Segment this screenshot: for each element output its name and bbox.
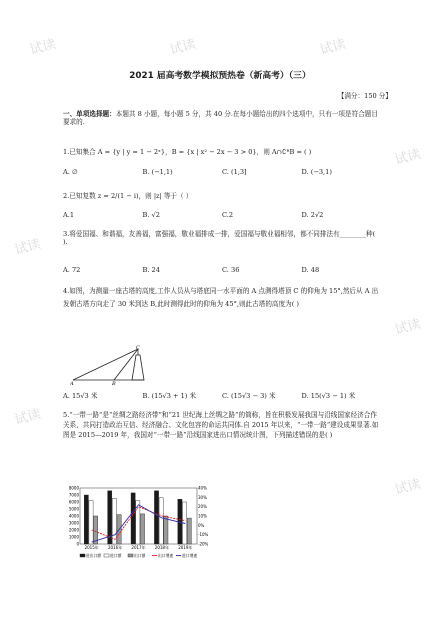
watermark: 试读: [393, 476, 423, 499]
option: D. 15(√3 − 1) 米: [301, 392, 356, 400]
option: C.2: [222, 211, 234, 219]
question-1-stem: 1.已知集合 A = {y | y = 1 − 2ˣ}，B = {x | x² − 2x − 3 > 0}，则 A∩∁ᴿB = ( ): [63, 148, 312, 156]
option: C. (15√3 − 3) 米: [222, 392, 276, 400]
watermark: 试读: [13, 406, 43, 429]
question-2-options: [63, 211, 381, 219]
watermark: 试读: [393, 316, 423, 339]
question-1-options: [63, 168, 381, 176]
watermark: 试读: [393, 146, 423, 169]
x-tick-label: 2016年: [108, 545, 123, 550]
bar: [84, 495, 88, 544]
y2-tick-label: 40%: [198, 485, 207, 491]
legend-swatch: [104, 554, 109, 557]
y-tick-label: 7000: [68, 492, 79, 498]
option: C. (1,3]: [222, 168, 247, 176]
y-tick-label: 3000: [68, 520, 79, 526]
bar: [159, 498, 163, 544]
x-tick-label: 2017年: [131, 545, 146, 550]
y-tick-label: 6000: [68, 499, 79, 505]
section-heading-label: 一、单项选择题：: [63, 110, 116, 118]
label-b: B: [112, 381, 116, 385]
option: B. √2: [142, 211, 160, 219]
page-title: 2021 届高考数学模拟预热卷（新高考）（三）: [129, 71, 311, 81]
label-a: A: [70, 381, 74, 385]
legend-label: 进口额: [110, 553, 122, 558]
question-4-stem: 4.如图，为测量一座古塔的高度,工作人员从与塔底同一水平面的 A 点测得塔顶 C 的仰角为 15°,然后从 A 出发朝古塔方向走了 30 米到达 B,此时测得此时的仰角为 45°,则此古塔的高度为( ): [63, 287, 379, 308]
legend-label: 进口增速: [182, 553, 198, 558]
watermark: 试读: [168, 36, 198, 59]
y2-tick-label: 30%: [198, 494, 207, 500]
y2-tick-label: -10%: [198, 532, 209, 538]
y-tick-label: 0: [76, 541, 79, 547]
bar: [89, 501, 93, 544]
watermark: 试读: [13, 236, 43, 259]
option: A. 15√3 米: [63, 392, 98, 400]
question-4-options: [63, 392, 381, 400]
option: A.1: [63, 211, 75, 219]
question-3-options: [63, 266, 381, 274]
y-tick-label: 8000: [68, 485, 79, 491]
question-3-stem: 3.将爱国福、和谐福，友善福，富强福，敬业福排成一排，爱国福与敬业福相邻，都不同排法有________种( ).: [63, 230, 376, 247]
legend-label: 出口增速: [158, 553, 174, 558]
bar: [131, 493, 135, 544]
y2-tick-label: 0%: [198, 522, 205, 528]
legend-label: 出口额: [134, 553, 146, 558]
y2-tick-label: 10%: [198, 513, 207, 519]
option: A. 72: [63, 266, 81, 274]
bar: [112, 499, 116, 545]
option: B. (15√3 + 1) 米: [142, 392, 197, 400]
y2-tick-label: -20%: [198, 541, 209, 547]
question-2-stem: 2.已知复数 z = 2/(1 − i)，则 |z| 等于（ ）: [63, 192, 193, 200]
x-tick-label: 2019年: [178, 545, 193, 550]
x-tick-label: 2018年: [154, 545, 169, 550]
question-5-stem: 5.“一带一路”是“丝绸之路经济带”和“21 世纪海上丝绸之路”的简称，旨在积极发展我国与沿线国家经济合作关系，共同打造政治互信、经济融合、文化包容的命运共同体.自 2015 年以来，“一带一路”建设成果显著.如图是 2015—2019 年，我国对“一带一路”沿线国家进出口情况统计图，下列描述错误的是( ): [63, 411, 379, 440]
section-heading-text: 本题共 8 小题，每小题 5 分，共 40 分.在每小题给出的四个选项中，只有一项是符合题目要求的.: [63, 110, 378, 127]
tower-shape: [132, 355, 144, 380]
watermark: 试读: [28, 36, 58, 59]
option: D. (−3,1): [301, 168, 332, 176]
x-tick-label: 2015年: [84, 545, 99, 550]
tower-triangle-figure: [70, 345, 156, 385]
legend-swatch: [80, 554, 85, 557]
y-tick-label: 1000: [68, 534, 79, 540]
bar: [94, 516, 98, 544]
bar: [187, 518, 191, 544]
score-label: 【满分：150 分】: [337, 92, 392, 100]
option: D. 2√2: [301, 211, 324, 219]
section-heading: [63, 110, 381, 126]
y-tick-label: 2000: [68, 527, 79, 533]
label-c: C: [136, 345, 140, 351]
watermark: 试读: [318, 36, 348, 59]
bar: [154, 491, 158, 544]
trade-bar-chart: [62, 482, 212, 562]
y2-tick-label: 20%: [198, 504, 207, 510]
bar: [164, 516, 168, 544]
option: A. ∅: [63, 168, 78, 176]
y-tick-label: 5000: [68, 506, 79, 512]
bar: [140, 514, 144, 544]
option: C. 36: [222, 266, 240, 274]
option: D. 48: [301, 266, 320, 274]
legend-swatch: [128, 554, 133, 557]
option: B. (−1,1): [142, 168, 173, 176]
y-tick-label: 4000: [68, 513, 79, 519]
legend-label: 进出口额: [86, 553, 102, 558]
sight-line-a: [73, 349, 138, 380]
option: B. 24: [142, 266, 160, 274]
